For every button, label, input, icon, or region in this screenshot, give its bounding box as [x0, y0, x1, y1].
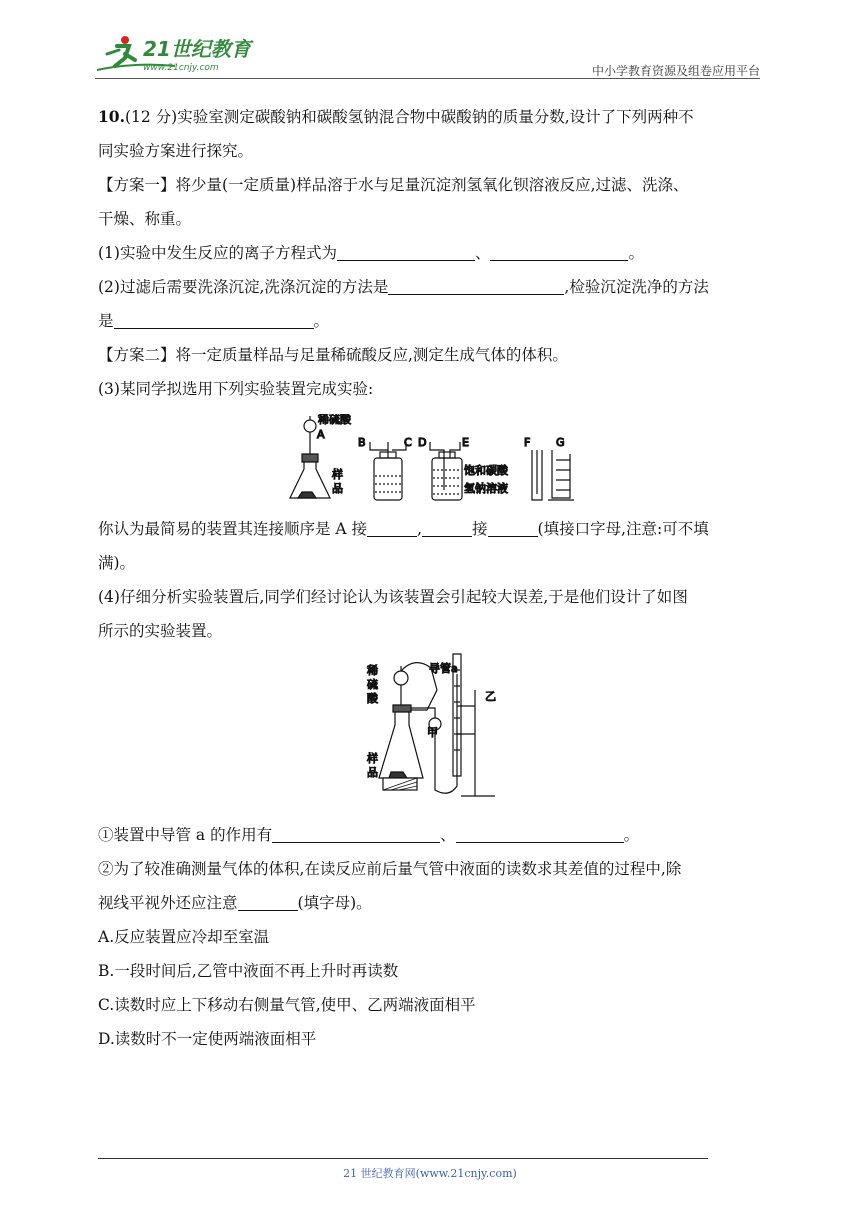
- label-e: E: [462, 436, 469, 449]
- plan2-text: 【方案二】将一定质量样品与足量稀硫酸反应,测定生成气体的体积。: [98, 346, 568, 364]
- apparatus-figure-2: [365, 650, 505, 805]
- label-g: G: [556, 436, 565, 449]
- apparatus-figure-1: [280, 414, 580, 506]
- cylinder-g: [548, 450, 574, 500]
- tube-f: [532, 450, 542, 500]
- footer-divider: [98, 1158, 708, 1159]
- answer-blank-3b[interactable]: [422, 518, 472, 537]
- subquestion-3-answer-line1: 你认为最简易的装置其连接顺序是 A 接 , 接 (填接口字母,注意:可不填: [98, 520, 709, 538]
- plan1-line1: 【方案一】将少量(一定质量)样品溶于水与足量沉淀剂氢氧化钡溶液反应,过滤、洗涤、: [98, 176, 689, 194]
- header-divider: [95, 78, 760, 79]
- option-b[interactable]: B.一段时间后,乙管中液面不再上升时再读数: [98, 962, 399, 980]
- question-stem-line2: 同实验方案进行探究。: [98, 142, 254, 160]
- label-b: B: [358, 436, 366, 449]
- subquestion-4-part2-line2: 视线平视外还应注意 (填字母)。: [98, 894, 372, 912]
- answer-blank-4c[interactable]: [238, 892, 298, 911]
- footer-text[interactable]: 21 世纪教育网(www.21cnjy.com): [343, 1167, 517, 1180]
- option-d[interactable]: D.读数时不一定使两端液面相平: [98, 1030, 317, 1048]
- answer-blank-2b[interactable]: [114, 310, 314, 329]
- subquestion-1: (1)实验中发生反应的离子方程式为 、 。: [98, 244, 644, 262]
- label-c: C: [404, 436, 412, 449]
- logo-url: www.21cnjy.com: [143, 63, 219, 73]
- answer-blank-4b[interactable]: [456, 824, 624, 843]
- label-acid: 稀硫酸: [318, 414, 351, 426]
- header-platform-text: 中小学教育资源及组卷应用平台: [591, 64, 760, 78]
- bottle-bc: [370, 442, 406, 500]
- answer-blank-3a[interactable]: [367, 518, 417, 537]
- question-10: [98, 100, 764, 1056]
- label-jia: 甲: [427, 726, 438, 739]
- site-logo: [95, 32, 265, 76]
- answer-blank-1b[interactable]: [490, 242, 628, 261]
- subquestion-4-line1: (4)仔细分析实验装置后,同学们经讨论认为该装置会引起较大误差,于是他们设计了如图: [98, 588, 688, 606]
- label-sample-2: 品: [367, 766, 378, 779]
- label-a: A: [317, 428, 325, 441]
- subquestion-4-line2: 所示的实验装置。: [98, 622, 223, 640]
- answer-blank-3c[interactable]: [488, 518, 538, 537]
- label-f: F: [524, 436, 531, 449]
- subquestion-4-part2-line1: ②为了较准确测量气体的体积,在读反应前后量气管中液面的读数求其差值的过程中,除: [98, 860, 682, 878]
- bottle-de: [430, 442, 462, 500]
- label-sample-2: 品: [332, 482, 343, 495]
- label-sample-1: 样: [332, 468, 343, 481]
- answer-blank-1a[interactable]: [337, 242, 475, 261]
- subquestion-2-line2: 是 。: [98, 312, 330, 330]
- label-acid-2: 硫: [367, 678, 378, 691]
- label-solution-2: 氢钠溶液: [464, 482, 508, 495]
- label-sample-1: 样: [367, 752, 378, 765]
- label-tube-a: 导管a: [429, 662, 458, 675]
- label-d: D: [418, 436, 427, 449]
- logo-text: 21世纪教育: [143, 37, 251, 61]
- subquestion-2-line1: (2)过滤后需要洗涤沉淀,洗涤沉淀的方法是 ,检验沉淀洗净的方法: [98, 278, 709, 296]
- question-stem-line1: 10.(12 分)实验室测定碳酸钠和碳酸氢钠混合物中碳酸钠的质量分数,设计了下列两种不: [98, 107, 694, 126]
- option-c[interactable]: C.读数时应上下移动右侧量气管,使甲、乙两端液面相平: [98, 996, 476, 1014]
- plan1-line2: 干燥、称重。: [98, 210, 192, 228]
- label-solution-1: 饱和碳酸: [464, 464, 508, 477]
- answer-blank-2a[interactable]: [388, 276, 564, 295]
- subquestion-3-answer-line2: 满)。: [98, 554, 136, 572]
- label-acid-1: 稀: [367, 664, 378, 677]
- subquestion-4-part1: ①装置中导管 a 的作用有 、 。: [98, 826, 640, 844]
- page-header: [95, 28, 760, 78]
- question-number: 10.: [98, 107, 125, 126]
- subquestion-3: (3)某同学拟选用下列实验装置完成实验:: [98, 380, 374, 398]
- answer-blank-4a[interactable]: [272, 824, 440, 843]
- option-a[interactable]: A.反应装置应冷却至室温: [98, 928, 270, 946]
- label-acid-3: 酸: [367, 692, 378, 705]
- label-yi: 乙: [485, 690, 496, 703]
